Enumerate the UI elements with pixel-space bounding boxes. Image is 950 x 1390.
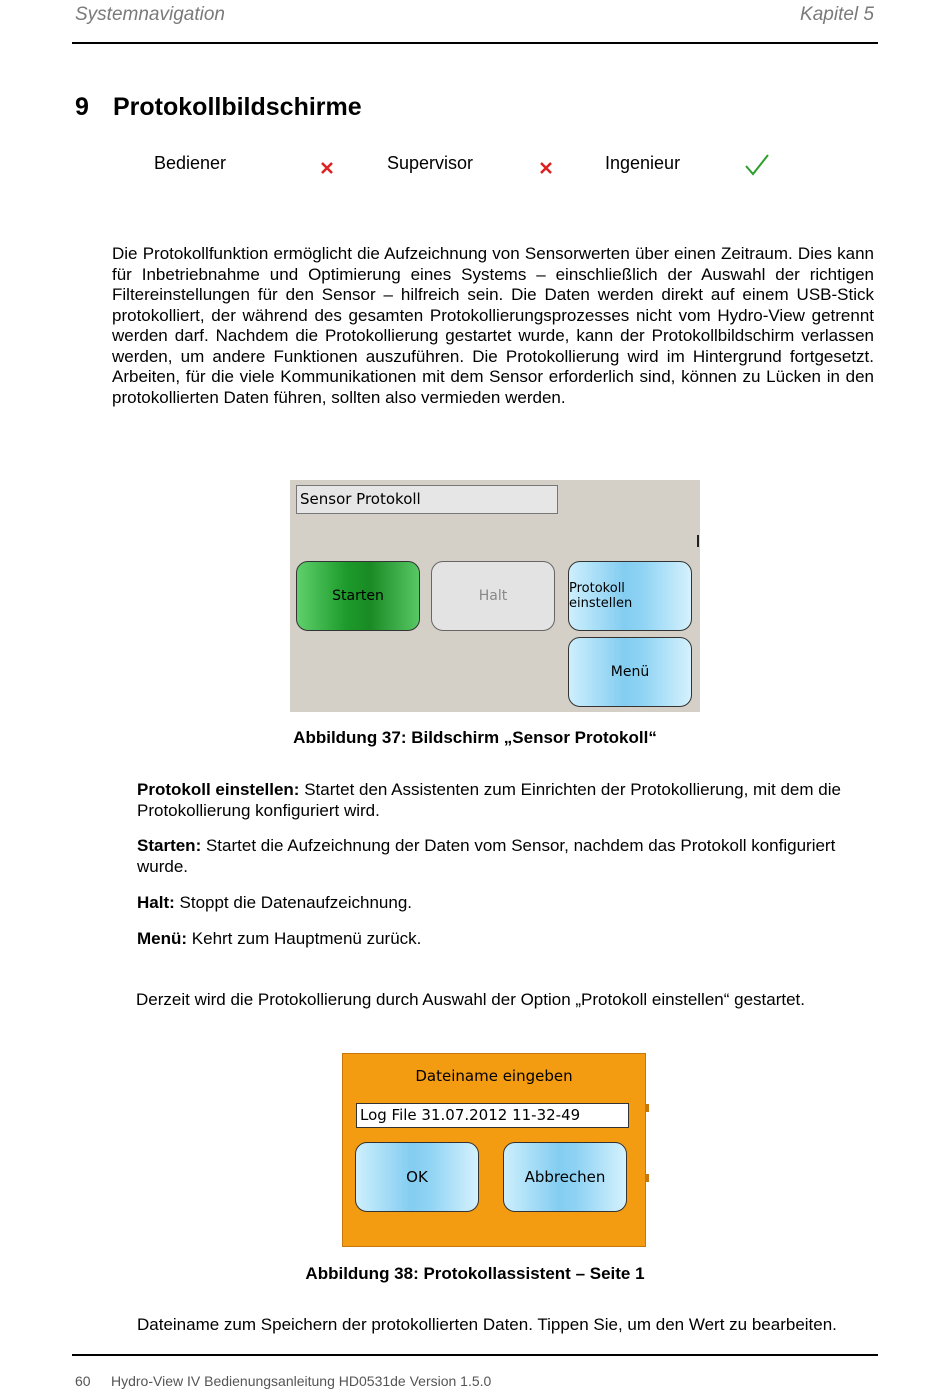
header-section: Systemnavigation [75,4,225,25]
page-number: 60 [75,1373,91,1389]
screen-title-box: Sensor Protokoll [296,485,558,514]
term-text: Startet den Assistenten zum Einrichten der Protokollierung, mit dem die Protokollierung konfiguriert wird. [137,780,841,820]
note-text: Derzeit wird die Protokollierung durch Auswahl der Option „Protokoll einstellen“ gestartet. [136,990,805,1009]
filename-input[interactable]: Log File 31.07.2012 11-32-49 [356,1103,629,1128]
document-title: Hydro-View IV Bedienungsanleitung HD0531de Version 1.5.0 [111,1373,492,1389]
term-label: Halt: [137,893,175,912]
checkmark-icon [744,152,770,178]
cross-icon [319,160,335,176]
abbrechen-button[interactable]: Abbrechen [503,1142,627,1212]
sensor-protokoll-screen [290,480,700,712]
term-text: Startet die Aufzeichnung der Daten vom Sensor, nachdem das Protokoll konfiguriert wurde. [137,836,836,876]
description-halt [137,892,877,913]
edge-marker [646,1174,649,1182]
intro-paragraph: Die Protokollfunktion ermöglicht die Aufzeichnung von Sensorwerten über einen Zeitraum. Dies kann für Inbetriebnahme und Optimierung eines Systems – einschließlich der Auswahl der richtigen Filtereinstellungen für den Sensor – hilfreich sein. Die Daten werden direkt auf einem USB-Stick protokolliert, der während des gesamten Protokollierungsprozesses nicht vom Hydro-View getrennt werden darf. Nachdem die Protokollierung gestartet wurde, kann der Protokollbildschirm verlassen werden, um andere Funktionen auszuführen. Die Protokollierung wird im Hintergrund fortgesetzt. Arbeiten, für die viele Kommunikationen mit dem Sensor erforderlich sind, können zu Lücken in den protokollierten Daten führen, sollten also vermieden werden. [112,244,874,407]
section-title: Protokollbildschirme [113,93,362,121]
role-bediener: Bediener [154,153,227,173]
term-label: Menü: [137,929,188,948]
footer [75,1373,491,1389]
section-number: 9 [75,93,89,121]
role-ingenieur: Ingenieur [605,153,681,173]
ok-button[interactable]: OK [355,1142,479,1212]
figure-38-caption: Abbildung 38: Protokollassistent – Seite 1 [305,1264,645,1283]
menu-button[interactable]: Menü [568,637,692,707]
header-rule [72,42,878,44]
halt-button[interactable]: Halt [431,561,555,631]
section-heading [75,93,362,122]
term-label: Protokoll einstellen: [137,780,300,799]
footer-rule [72,1354,878,1356]
protokoll-einstellen-button[interactable]: Protokoll einstellen [568,561,692,631]
description-protokoll-einstellen [137,779,877,821]
role-supervisor: Supervisor [387,153,474,173]
dateiname-screen [342,1053,646,1247]
term-text: Kehrt zum Hauptmenü zurück. [187,929,422,948]
cross-icon [538,160,554,176]
header-chapter: Kapitel 5 [800,4,874,25]
figure-37-caption: Abbildung 37: Bildschirm „Sensor Protokoll“ [293,728,657,747]
edge-marker [646,1104,649,1112]
description-starten [137,835,877,877]
filename-description: Dateiname zum Speichern der protokollierten Daten. Tippen Sie, um den Wert zu bearbeiten. [137,1315,837,1334]
term-label: Starten: [137,836,202,855]
term-text: Stoppt die Datenaufzeichnung. [174,893,413,912]
dialog-title: Dateiname eingeben [415,1067,573,1085]
start-button[interactable]: Starten [296,561,420,631]
edge-marker [697,535,699,547]
description-menu [137,928,877,949]
